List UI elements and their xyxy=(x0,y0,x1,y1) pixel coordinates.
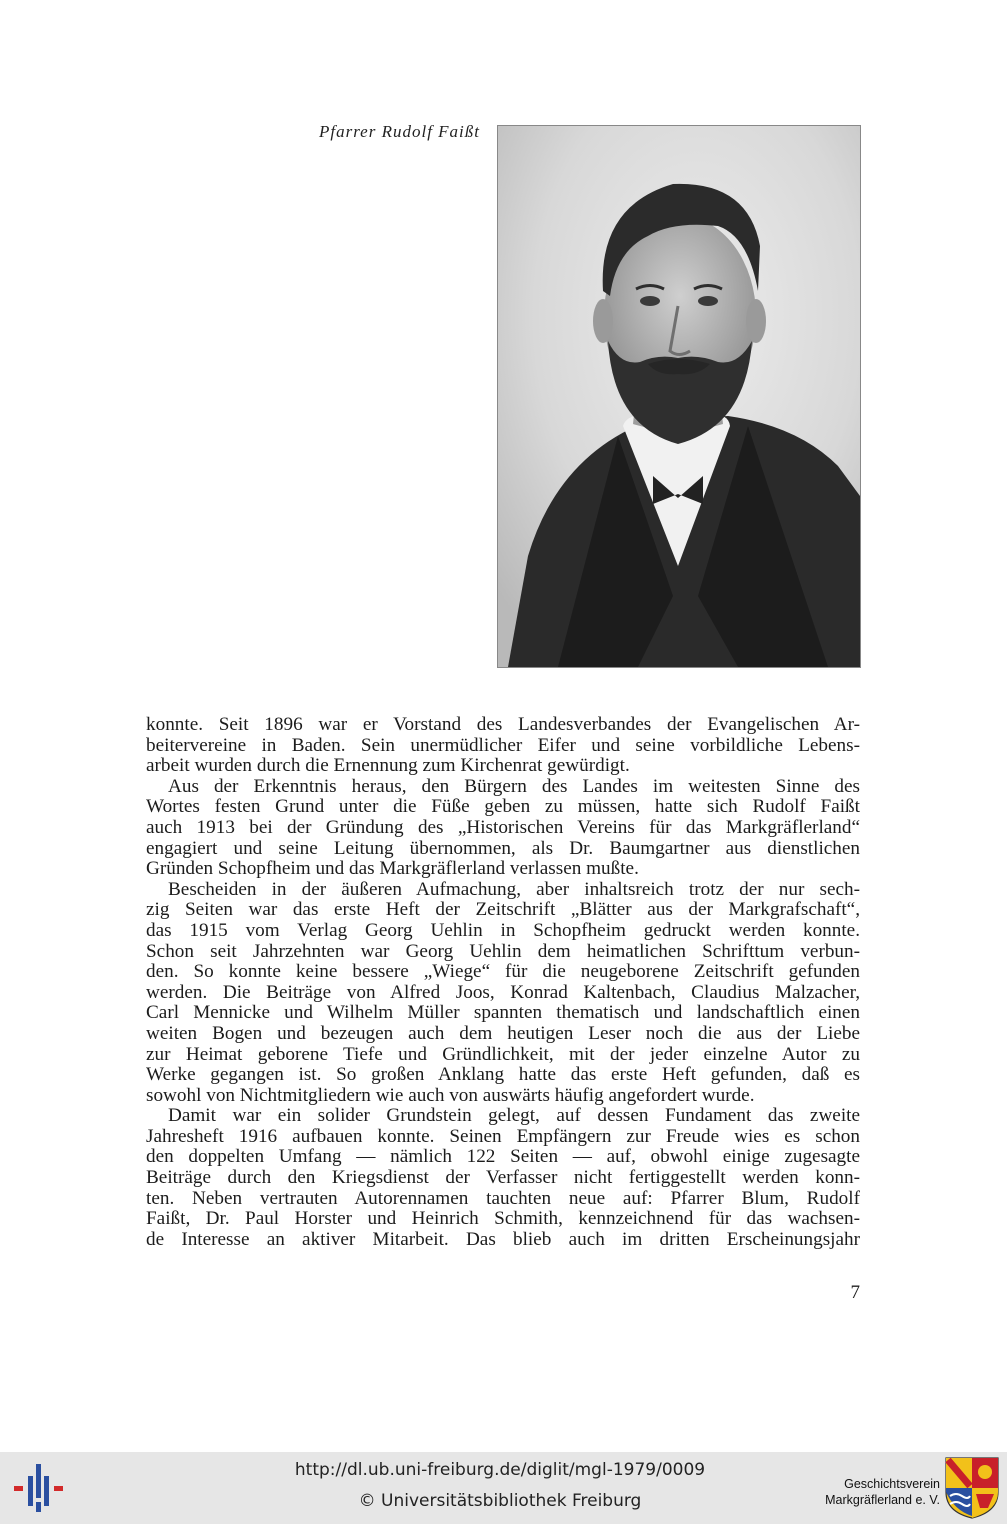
portrait-image xyxy=(498,126,860,667)
body-line: Damit war ein solider Grundstein gelegt, auf dessen Fundament das zweite xyxy=(168,1106,860,1127)
body-line: de Interesse an aktiver Mitarbeit. Das blieb auch im dritten Erscheinungsjahr xyxy=(146,1229,860,1250)
body-line: den. So konnte keine bessere „Wiege“ für die neugeborene Zeitschrift gefunden xyxy=(146,962,860,983)
body-line: zur Heimat geborene Tiefe und Gründlichkeit, mit der jeder einzelne Autor zu xyxy=(146,1044,860,1065)
body-line: zig Seiten war das erste Heft der Zeitschrift „Blätter aus der Markgrafschaft“, xyxy=(146,900,860,921)
body-line: Schon seit Jahrzehnten war Georg Uehlin dem heimatlichen Schrifttum verbun- xyxy=(146,941,860,962)
article-body xyxy=(146,715,860,1250)
body-line: Werke gegangen ist. So großen Anklang hatte das erste Heft gefunden, daß es xyxy=(146,1065,860,1086)
body-line: Faißt, Dr. Paul Horster und Heinrich Schmith, kennzeichnend für das wachsen- xyxy=(146,1209,860,1230)
body-line: beitervereine in Baden. Sein unermüdlicher Eifer und seine vorbildliche Lebens- xyxy=(146,735,860,756)
body-line: weiten Bogen und bezeugen auch dem heutigen Leser noch die aus der Liebe xyxy=(146,1023,860,1044)
body-line: Bescheiden in der äußeren Aufmachung, aber inhaltsreich trotz der nur sech- xyxy=(168,879,860,900)
body-line: Aus der Erkenntnis heraus, den Bürgern des Landes im weitesten Sinne des xyxy=(168,776,860,797)
body-line: werden. Die Beiträge von Alfred Joos, Konrad Kaltenbach, Claudius Malzacher, xyxy=(146,982,860,1003)
body-line: Jahresheft 1916 aufbauen konnte. Seinen Empfängern zur Freude wies es schon xyxy=(146,1126,860,1147)
copyright-text: © Universitätsbibliothek Freiburg xyxy=(358,1491,642,1511)
portrait-photo xyxy=(497,125,861,668)
footer-bar xyxy=(0,1452,1007,1524)
source-url-link[interactable]: http://dl.ub.uni-freiburg.de/diglit/mgl-1979/0009 xyxy=(294,1460,706,1480)
society-name xyxy=(800,1476,940,1508)
body-line: das 1915 vom Verlag Georg Uehlin in Schopfheim gedruckt werden konnte. xyxy=(146,920,860,941)
body-line: Wortes festen Grund unter die Füße geben zu müssen, hatte sich Rudolf Faißt xyxy=(146,797,860,818)
body-line: Beiträge durch den Kriegsdienst der Verfasser nicht fertiggestellt werden konn- xyxy=(146,1168,860,1189)
body-line: konnte. Seit 1896 war er Vorstand des Landesverbandes der Evangelischen Ar- xyxy=(146,715,860,735)
society-name-line1: Geschichtsverein xyxy=(844,1477,940,1491)
body-line: engagiert und seine Leitung übernommen, als Dr. Baumgartner aus dienstlichen xyxy=(146,838,860,859)
coat-of-arms-icon[interactable] xyxy=(944,1456,1000,1520)
ub-freiburg-logo-icon[interactable] xyxy=(14,1462,64,1514)
portrait-caption: Pfarrer Rudolf Faißt xyxy=(318,122,480,141)
body-line: Carl Mennicke und Wilhelm Müller spannten thematisch und landschaftlich einen xyxy=(146,1003,860,1024)
body-line: auch 1913 bei der Gründung des „Historischen Vereins für das Markgräflerland“ xyxy=(146,817,860,838)
body-line: sowohl von Nichtmitgliedern wie auch von auswärts häufig angefordert wurde. xyxy=(146,1085,755,1106)
body-line: den doppelten Umfang — nämlich 122 Seiten — auf, obwohl einige zugesagte xyxy=(146,1147,860,1168)
body-line: ten. Neben vertrauten Autorennamen tauchten neue auf: Pfarrer Blum, Rudolf xyxy=(146,1188,860,1209)
page-number: 7 xyxy=(850,1282,860,1303)
society-name-line2: Markgräflerland e. V. xyxy=(825,1493,940,1507)
body-line: arbeit wurden durch die Ernennung zum Kirchenrat gewürdigt. xyxy=(146,756,630,777)
body-line: Gründen Schopfheim und das Markgräflerland verlassen mußte. xyxy=(146,859,639,880)
